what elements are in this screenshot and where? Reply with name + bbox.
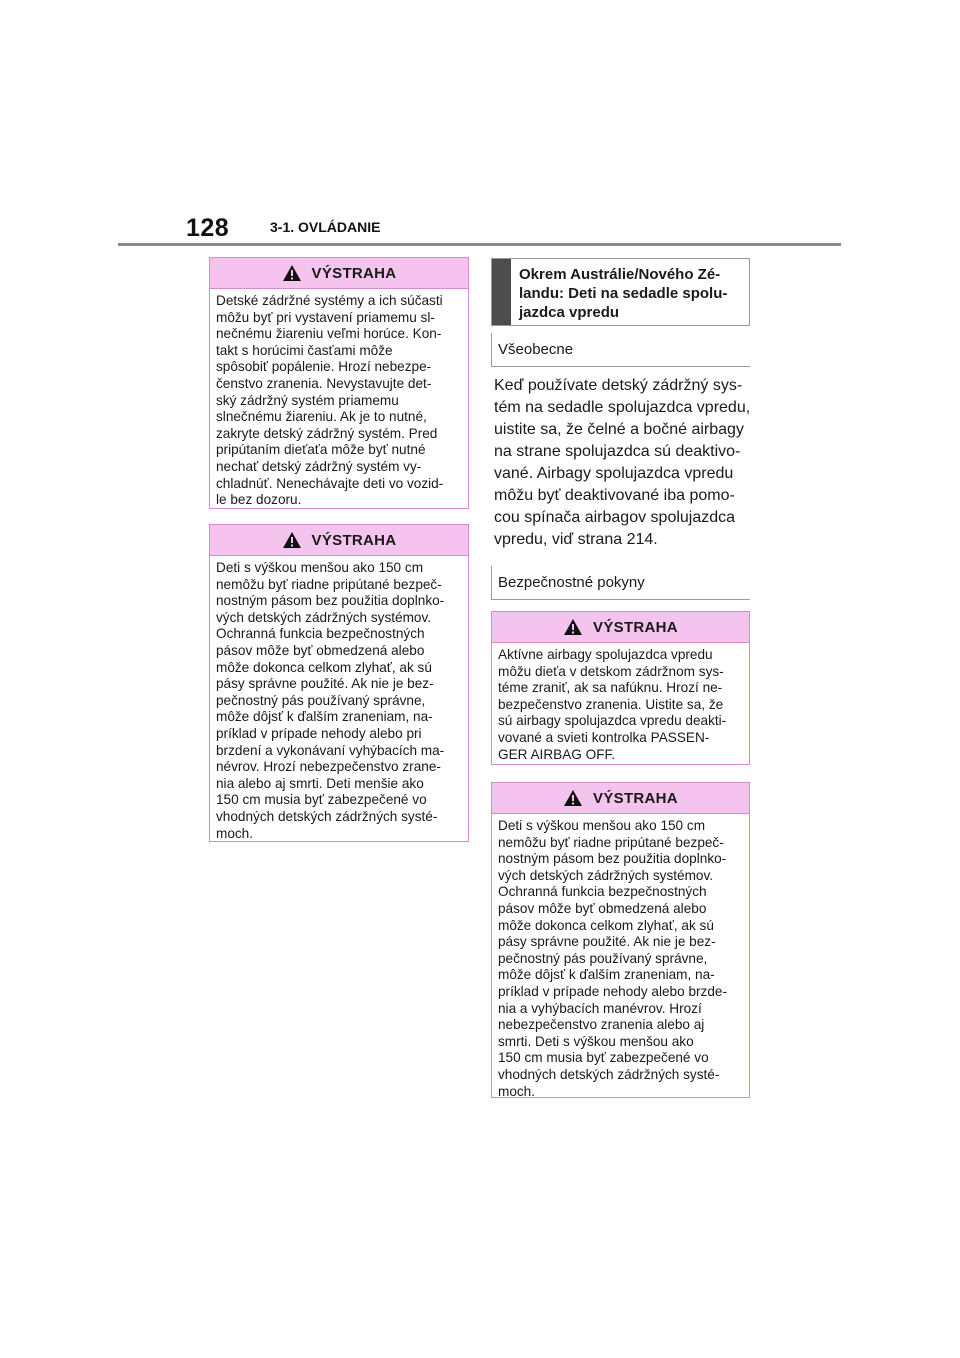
- warning-line: spôsobiť popálenie. Hrozí nebezpe-: [216, 359, 432, 375]
- section-heading-text: [511, 259, 735, 325]
- warning-line: chladnúť. Nenechávajte deti vo vozid-: [216, 475, 444, 491]
- paragraph-line: vané. Airbagy spolujazdca vpredu: [494, 465, 734, 482]
- warning-line: 150 cm musia byť zabezpečené vo: [216, 792, 427, 808]
- warning-line: Deti s výškou menšou ako 150 cm: [216, 560, 424, 575]
- warning-line: slnečnému žiareniu. Ak je to nutné,: [216, 409, 427, 425]
- warning-line: zakryte detský zádržný systém. Pred: [216, 425, 438, 441]
- warning-line: nechať detský zádržný systém vy-: [216, 458, 422, 474]
- warning-line: pečnostný pás používaný správne,: [216, 692, 426, 708]
- warning-title: VÝSTRAHA: [593, 789, 678, 807]
- heading-line: jazdca vpredu: [519, 304, 620, 321]
- paragraph-line: tém na sedadle spolujazdca vpredu,: [494, 399, 751, 416]
- section-title: 3-1. OVLÁDANIE: [270, 219, 381, 235]
- warning-line: le bez dozoru.: [216, 492, 302, 508]
- page-number: 128: [186, 214, 230, 242]
- warning-line: príklad v prípade nehody alebo pri: [216, 725, 422, 741]
- warning-line: 150 cm musia byť zabezpečené vo: [498, 1050, 709, 1066]
- heading-line: landu: Deti na sedadle spolu-: [519, 285, 728, 302]
- warning-title: VÝSTRAHA: [311, 264, 397, 282]
- body-paragraph: [494, 375, 756, 551]
- warning-line: nemôžu byť riadne pripútané bezpeč-: [216, 576, 442, 592]
- warning-line: sú airbagy spolujazdca vpredu deakti-: [498, 713, 727, 729]
- warning-line: pásov môže byť obmedzená alebo: [216, 642, 425, 658]
- warning-line: Ochranná funkcia bezpečnostných: [216, 626, 425, 642]
- warning-line: bezpečenstvo zranenia. Uistite sa, že: [498, 696, 724, 712]
- warning-line: moch.: [498, 1083, 536, 1099]
- warning-triangle-icon: [282, 531, 302, 549]
- warning-header: [492, 612, 749, 643]
- warning-line: ský zádržný systém priamemu: [216, 392, 399, 408]
- section-heading-bar: [492, 259, 511, 325]
- warning-line: môžu byť pri vystavení priamemu sl-: [216, 309, 435, 325]
- warning-text: [210, 289, 468, 517]
- warning-line: vované a svieti kontrolka PASSEN-: [498, 729, 710, 745]
- warning-line: môžu dieťa v detskom zádržnom sys-: [498, 663, 724, 679]
- paragraph-line: vpredu, viď strana 214.: [494, 531, 658, 548]
- warning-header: [210, 525, 468, 556]
- warning-text: [492, 643, 749, 771]
- warning-box-airbag: [491, 611, 750, 765]
- warning-triangle-icon: [563, 618, 583, 636]
- warning-line: môže dokonca celkom zlyhať, ak sú: [498, 917, 714, 933]
- warning-line: takt s horúcimi časťami môže: [216, 342, 393, 358]
- warning-line: vhodných detských zádržných systé-: [216, 808, 438, 824]
- warning-line: Deti s výškou menšou ako 150 cm: [498, 818, 706, 833]
- warning-line: nostným pásom bez použitia doplnko-: [216, 593, 445, 609]
- warning-triangle-icon: [563, 789, 583, 807]
- warning-line: môže dôjsť k ďalším zraneniam, na-: [216, 709, 433, 725]
- warning-line: môže dokonca celkom zlyhať, ak sú: [216, 659, 432, 675]
- warning-line: névrov. Hrozí nebezpečenstvo zrane-: [216, 759, 441, 775]
- warning-box-child-height: [209, 524, 469, 842]
- warning-line: nostným pásom bez použitia doplnko-: [498, 851, 727, 867]
- warning-line: vých detských zádržných systémov.: [498, 867, 714, 883]
- paragraph-line: Keď používate detský zádržný sys-: [494, 377, 743, 394]
- warning-title: VÝSTRAHA: [311, 531, 397, 549]
- warning-text: [210, 556, 468, 850]
- warning-line: pečnostný pás používaný správne,: [498, 950, 708, 966]
- warning-line: smrti. Deti s výškou menšou ako: [498, 1033, 694, 1049]
- warning-line: pásov môže byť obmedzená alebo: [498, 900, 707, 916]
- warning-line: GER AIRBAG OFF.: [498, 746, 616, 762]
- warning-header: [492, 783, 749, 814]
- warning-line: nia alebo aj smrti. Deti menšie ako: [216, 775, 424, 791]
- warning-line: brzdení a vykonávaní vyhýbacích ma-: [216, 742, 445, 758]
- section-heading: [491, 258, 750, 326]
- warning-header: [210, 258, 468, 289]
- warning-line: pásy správne použité. Ak nie je bez-: [216, 676, 434, 692]
- warning-line: príklad v prípade nehody alebo brzde-: [498, 983, 727, 999]
- subheading-safety: Bezpečnostné pokyny: [491, 566, 750, 600]
- warning-line: môže dôjsť k ďalším zraneniam, na-: [498, 967, 715, 983]
- warning-box-heat: [209, 257, 469, 509]
- warning-line: pripútaním dieťaťa môže byť nutné: [216, 442, 426, 458]
- heading-line: Okrem Austrálie/Nového Zé-: [519, 266, 721, 283]
- warning-title: VÝSTRAHA: [593, 618, 678, 636]
- paragraph-line: na strane spolujazdca sú deaktivo-: [494, 443, 741, 460]
- warning-box-child-height-2: [491, 782, 750, 1098]
- warning-triangle-icon: [282, 264, 302, 282]
- paragraph-line: uistite sa, že čelné a bočné airbagy: [494, 421, 744, 438]
- warning-line: nebezpečenstvo zranenia alebo aj: [498, 1017, 705, 1033]
- paragraph-line: môžu byť deaktivované iba pomo-: [494, 487, 735, 504]
- warning-line: nečnému žiareniu veľmi horúce. Kon-: [216, 326, 442, 342]
- warning-line: nia a vyhýbacích manévrov. Hrozí: [498, 1000, 702, 1016]
- warning-line: vých detských zádržných systémov.: [216, 609, 432, 625]
- warning-line: Detské zádržné systémy a ich súčasti: [216, 293, 443, 308]
- paragraph-line: cou spínača airbagov spolujazdca: [494, 509, 736, 526]
- warning-line: moch.: [216, 825, 254, 841]
- warning-line: vhodných detských zádržných systé-: [498, 1066, 720, 1082]
- warning-line: čenstvo zranenia. Nevystavujte det-: [216, 375, 432, 391]
- warning-line: Aktívne airbagy spolujazdca vpredu: [498, 647, 713, 662]
- header-divider: [118, 243, 841, 246]
- warning-line: Ochranná funkcia bezpečnostných: [498, 884, 707, 900]
- warning-line: téme zraniť, ak sa nafúknu. Hrozí ne-: [498, 680, 723, 696]
- subheading-general: Všeobecne: [491, 333, 750, 367]
- warning-text: [492, 814, 749, 1108]
- warning-line: pásy správne použité. Ak nie je bez-: [498, 934, 716, 950]
- warning-line: nemôžu byť riadne pripútané bezpeč-: [498, 834, 724, 850]
